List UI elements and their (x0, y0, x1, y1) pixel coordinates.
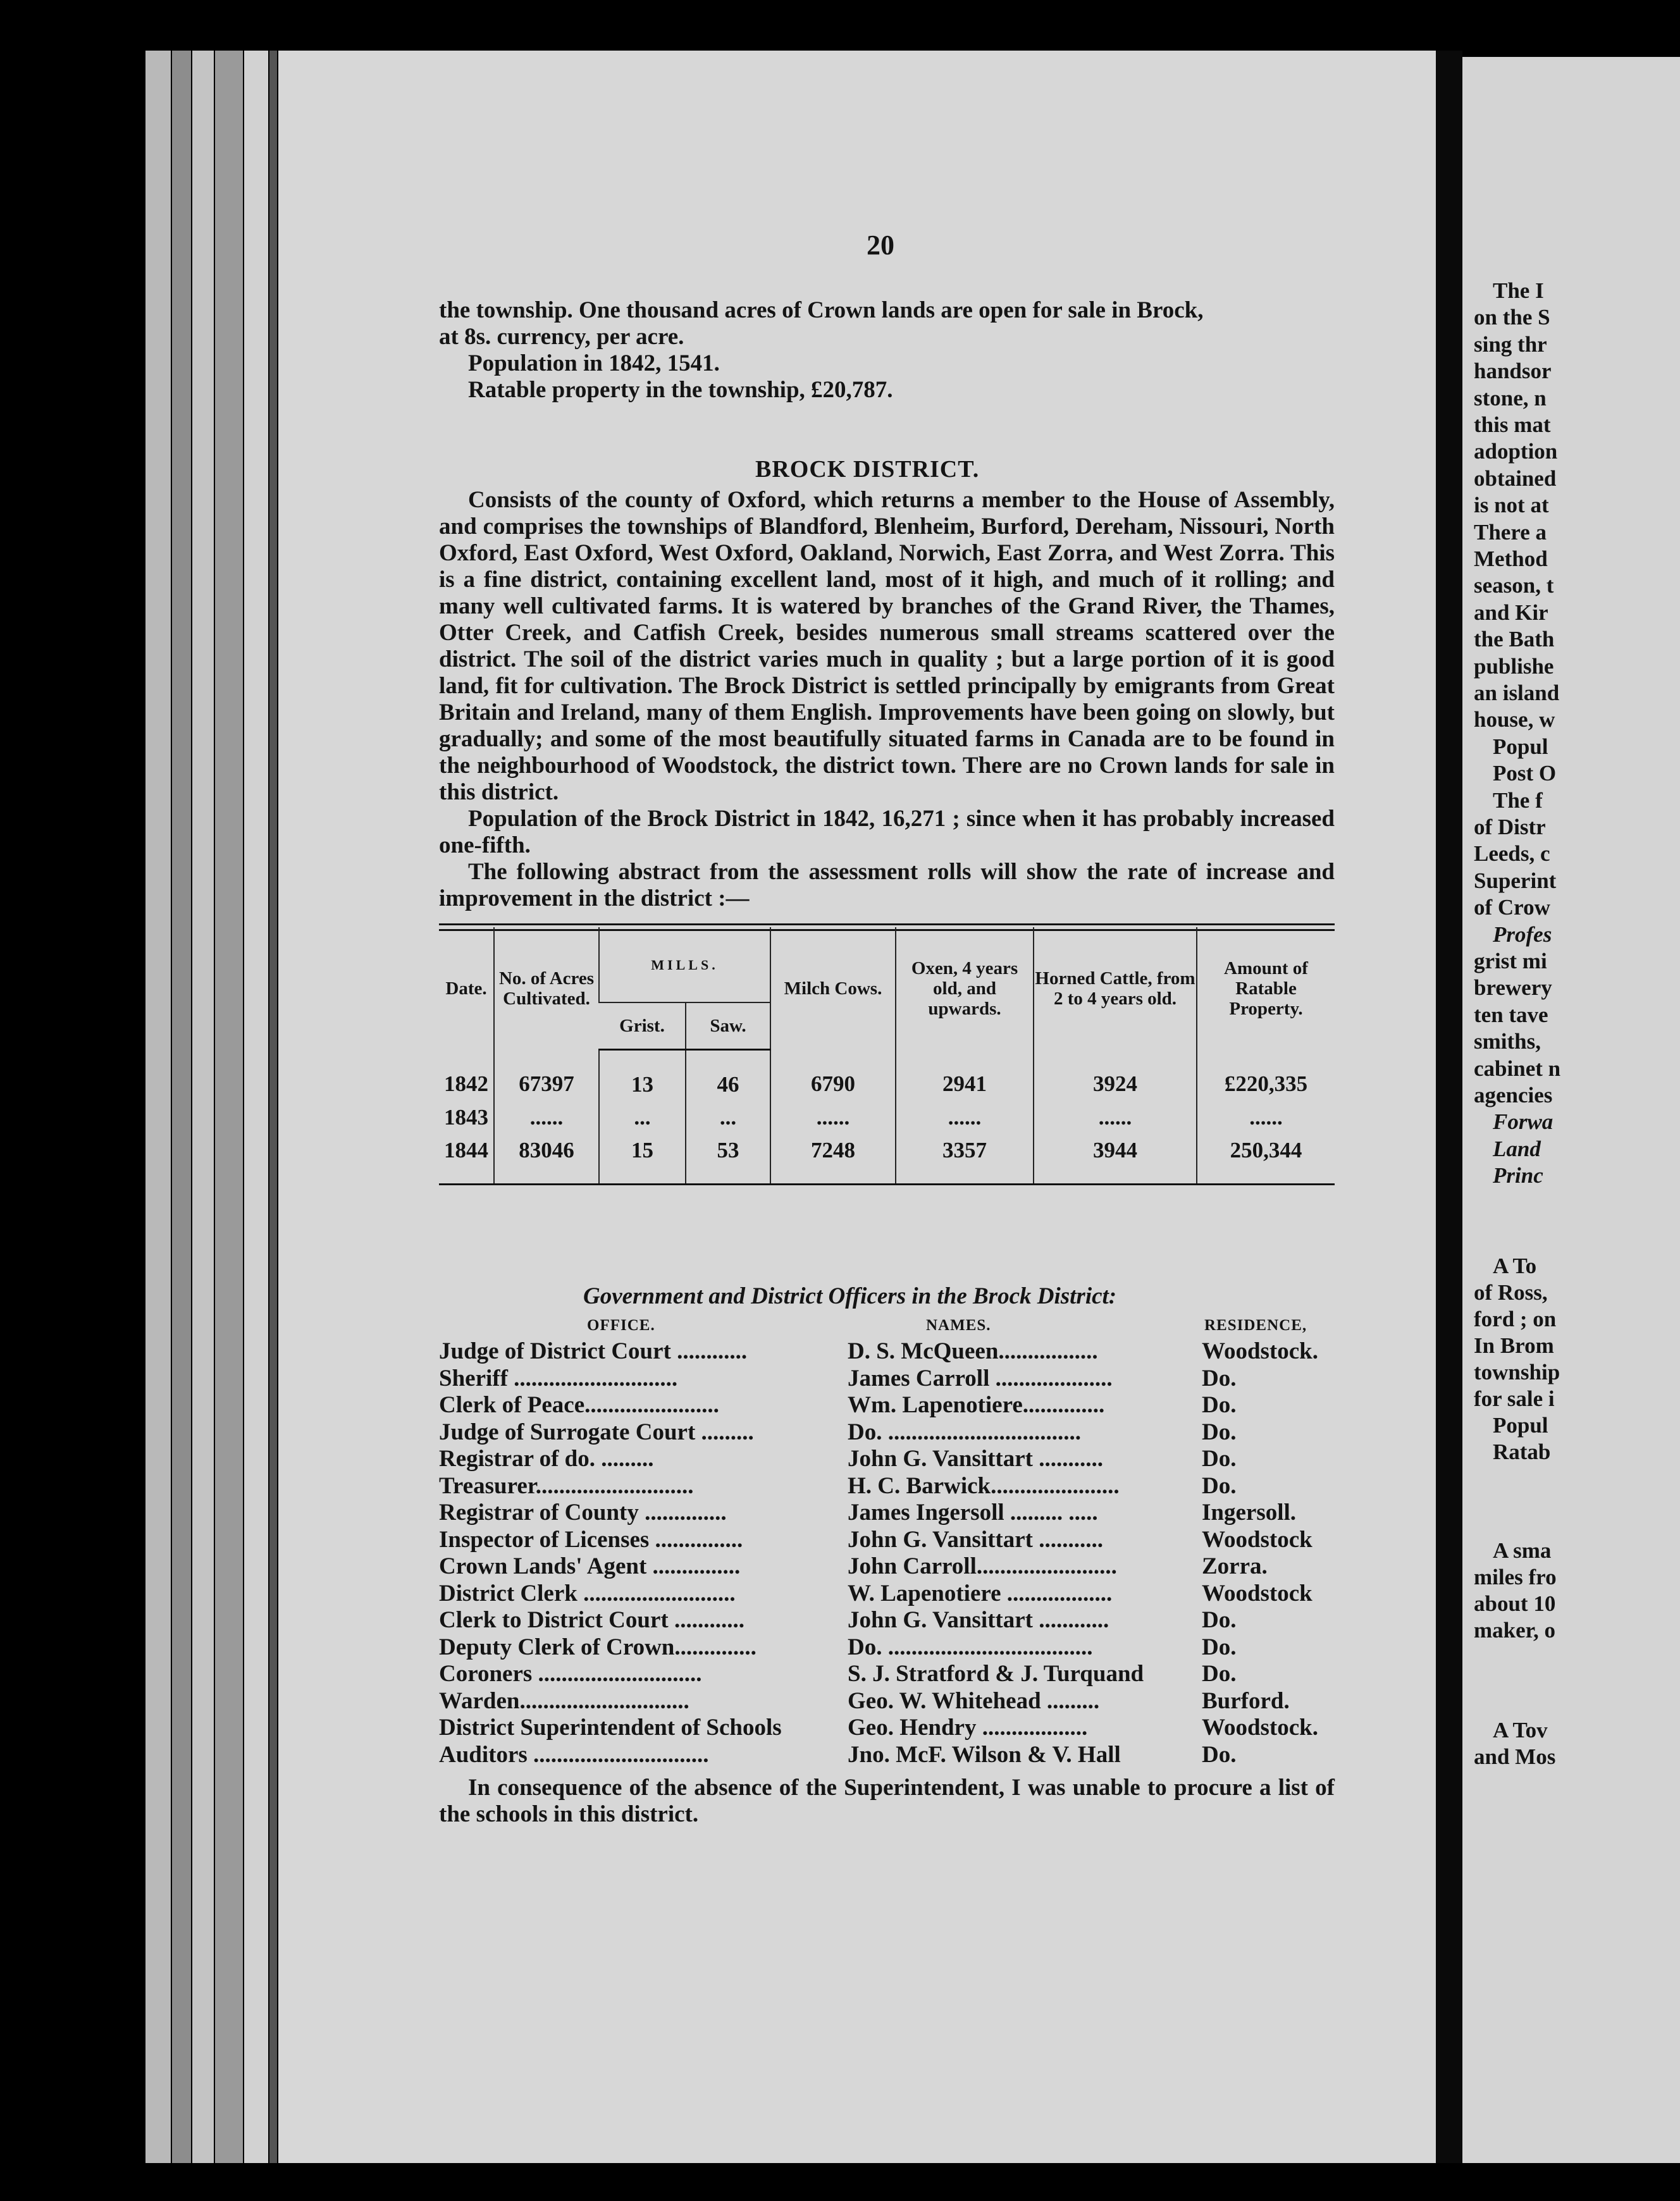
officer-row (439, 1338, 1335, 1366)
right-page-fragment: about 10 (1474, 1591, 1556, 1616)
officer-residence: Burford. (1202, 1687, 1290, 1714)
cell-acres: ...... (494, 1101, 599, 1134)
book-page-edge (145, 51, 171, 2163)
right-page-fragment: Princ (1493, 1163, 1543, 1188)
right-page-fragment: The f (1493, 787, 1543, 813)
header-acres: No. of Acres Cultivated. (494, 927, 599, 1050)
right-page-fragment: of Distr (1474, 815, 1546, 839)
cell-property: 250,344 (1197, 1134, 1335, 1185)
officer-name: Geo. Hendry .................. (848, 1715, 1088, 1741)
officer-residence: Woodstock (1202, 1526, 1312, 1553)
officer-office: Coroners ............................ (439, 1661, 702, 1687)
right-page-fragment: agencies (1474, 1083, 1553, 1107)
officer-name: John G. Vansittart ........... (848, 1526, 1103, 1553)
header-oxen: Oxen, 4 years old, and upwards. (896, 927, 1034, 1050)
officer-residence: Do. (1202, 1472, 1237, 1499)
abstract-intro: The following abstract from the assessment rolls will show the rate of increase and improvement in the district :— (439, 859, 1335, 911)
officer-office: Inspector of Licenses ............... (439, 1526, 743, 1553)
officer-residence: Woodstock (1202, 1580, 1312, 1606)
officer-office: Warden............................. (439, 1687, 689, 1714)
officer-row (439, 1607, 1335, 1634)
officer-name: S. J. Stratford & J. Turquand (848, 1661, 1144, 1687)
officers-header-residence: RESIDENCE, (1204, 1317, 1307, 1334)
cell-grist: 13 (599, 1050, 686, 1102)
cell-acres: 67397 (494, 1050, 599, 1102)
section-heading: BROCK DISTRICT. (755, 456, 980, 483)
cell-acres: 83046 (494, 1134, 599, 1185)
officers-table (439, 1338, 1335, 1768)
book-page-edge (172, 51, 191, 2163)
officer-name: Do. ................................... (848, 1634, 1093, 1660)
officer-row (439, 1553, 1335, 1581)
right-page-fragment: for sale i (1474, 1386, 1555, 1411)
officer-residence: Ingersoll. (1202, 1500, 1297, 1526)
right-page-fragment: Ratab (1493, 1440, 1551, 1464)
district-description: Consists of the county of Oxford, which returns a member to the House of Assembly, and comprises the townships of Blandford, Blenheim, Burford, Dereham, Nissouri, North Oxford, East Oxford, West Oxford, Oakland, Norwich, East Zorra, and West Zorra. This is a fine district, containing excellent land, most of it high, and much of it rolling; and many well cultivated farms. It is watered by branches of the Grand River, the Thames, Otter Creek, and Catfish Creek, besides numerous small streams scattered over the district. The soil of the district varies much in quality ; but a large portion of it is good land, fit for cultivation. The Brock District is settled principally by emigrants from Great Britain and Ireland, many of them English. Improvements have been going on slowly, but gradually; and some of the most beautifully situated farms in Canada are to be found in the neighbourhood of Woodstock, the district town. There are no Crown lands for sale in this district. (439, 487, 1335, 805)
officer-office: Sheriff ............................ (439, 1365, 678, 1391)
officer-row (439, 1446, 1335, 1473)
officer-residence: Do. (1202, 1365, 1237, 1391)
ratable-township: Ratable property in the township, £20,787. (468, 377, 893, 403)
officer-residence: Woodstock. (1202, 1338, 1319, 1364)
officer-row (439, 1715, 1335, 1742)
right-page-fragment: publishe (1474, 653, 1554, 679)
officer-name: John Carroll........................ (848, 1553, 1117, 1579)
right-page-fragment: Method (1474, 546, 1548, 571)
right-page-fragment: this mat (1474, 412, 1551, 437)
cell-date: 1843 (444, 1105, 488, 1130)
right-page-fragment: ford ; on (1474, 1307, 1557, 1331)
header-property: Amount of Ratable Property. (1197, 927, 1335, 1050)
officer-row (439, 1581, 1335, 1608)
right-page-fragment: Post O (1493, 761, 1557, 786)
officer-name: Wm. Lapenotiere.............. (848, 1392, 1105, 1418)
officer-office: Clerk to District Court ............ (439, 1607, 744, 1633)
right-page-fragment: and Mos (1474, 1744, 1556, 1769)
population-township: Population in 1842, 1541. (468, 350, 720, 376)
right-page-fragment: season, t (1474, 573, 1554, 598)
cell-cattle: 3944 (1034, 1134, 1197, 1185)
officer-name: H. C. Barwick...................... (848, 1472, 1120, 1499)
right-page-fragment: township (1474, 1360, 1560, 1384)
right-page-fragment: an island (1474, 681, 1560, 705)
population-district: Population of the Brock District in 1842, 16,271 ; since when it has probably increased one-fifth. (439, 806, 1335, 858)
page-number: 20 (867, 230, 894, 261)
right-page-fragment: brewery (1474, 975, 1552, 1001)
right-page-fragment: Profes (1493, 922, 1552, 947)
officer-name: John G. Vansittart ........... (848, 1446, 1103, 1472)
right-page-fragment: In Brom (1474, 1333, 1554, 1358)
header-cattle: Horned Cattle, from 2 to 4 years old. (1034, 927, 1197, 1050)
officer-row (439, 1661, 1335, 1688)
cell-oxen: 2941 (896, 1050, 1034, 1102)
cell-grist: 15 (599, 1134, 686, 1185)
right-page-fragment: A Tov (1493, 1718, 1548, 1742)
book-page-edge (192, 51, 214, 2163)
officer-office: Registrar of County .............. (439, 1500, 727, 1526)
officer-office: Registrar of do. ......... (439, 1446, 654, 1472)
right-page-fragment: on the S (1474, 305, 1550, 330)
officer-office: District Clerk .......................... (439, 1580, 736, 1606)
officer-office: Crown Lands' Agent ............... (439, 1553, 741, 1579)
officer-residence: Woodstock. (1202, 1715, 1319, 1741)
book-page-edge (215, 51, 243, 2163)
right-page-fragment: miles fro (1474, 1565, 1557, 1589)
right-page-fragment: Superint (1474, 868, 1557, 893)
cell-date: 1844 (439, 1134, 494, 1185)
right-page-fragment: Forwa (1493, 1109, 1553, 1135)
cell-property: ...... (1197, 1101, 1335, 1134)
officer-row (439, 1527, 1335, 1554)
officer-office: Treasurer........................... (439, 1472, 694, 1499)
right-page-fragment: smiths, (1474, 1029, 1541, 1054)
right-page-fragment: sing thr (1474, 331, 1547, 357)
officer-office: Judge of District Court ............ (439, 1338, 748, 1364)
officer-office: Auditors .............................. (439, 1741, 709, 1768)
officer-name: Do. ................................. (848, 1419, 1081, 1445)
description-block (439, 487, 1335, 912)
right-page-fragment: adoption (1474, 439, 1558, 464)
right-page-fragment: and Kir (1474, 600, 1548, 625)
right-page-fragment: There a (1474, 519, 1547, 545)
book-page-edge (269, 51, 277, 2163)
officer-name: D. S. McQueen................. (848, 1338, 1098, 1364)
officers-title: Government and District Officers in the Brock District: (583, 1283, 1117, 1309)
header-grist: Grist. (599, 1002, 686, 1050)
right-page-fragment: house, w (1474, 707, 1555, 732)
officer-row (439, 1392, 1335, 1419)
cell-property: £220,335 (1197, 1050, 1335, 1102)
cell-milch: 6790 (770, 1050, 896, 1102)
table-row (439, 1050, 1335, 1102)
officers-header-office: OFFICE. (587, 1317, 655, 1334)
cell-cattle: 3924 (1034, 1050, 1197, 1102)
officer-name: Geo. W. Whitehead ......... (848, 1687, 1100, 1714)
officer-office: Deputy Clerk of Crown.............. (439, 1634, 757, 1660)
right-page-fragment: Popul (1493, 1413, 1548, 1438)
officer-row (439, 1742, 1335, 1769)
officer-row (439, 1688, 1335, 1715)
officer-residence: Do. (1202, 1446, 1237, 1472)
officer-residence: Do. (1202, 1392, 1237, 1418)
right-page-fragment: Popul (1493, 734, 1548, 759)
cell-date: 1842 (444, 1071, 488, 1097)
final-note-block (439, 1775, 1335, 1828)
cell-saw: ... (686, 1101, 770, 1134)
officer-name: John G. Vansittart ............ (848, 1607, 1109, 1633)
officer-name: James Ingersoll ......... ..... (848, 1500, 1098, 1526)
officer-row (439, 1473, 1335, 1500)
right-page-fragment: of Crow (1474, 895, 1550, 920)
book-gutter (1436, 51, 1462, 2163)
right-page-fragment: grist mi (1474, 949, 1547, 973)
officer-row (439, 1419, 1335, 1446)
cell-milch: 7248 (770, 1134, 896, 1185)
table-row (439, 1134, 1335, 1185)
header-date: Date. (445, 978, 487, 999)
right-page-fragment: A To (1493, 1254, 1537, 1278)
officer-office: Judge of Surrogate Court ......... (439, 1419, 754, 1445)
right-page-fragment: handsor (1474, 359, 1552, 384)
officer-row (439, 1366, 1335, 1393)
table-row (439, 1101, 1335, 1134)
right-page (1462, 57, 1680, 2163)
right-page-fragment: maker, o (1474, 1618, 1555, 1643)
right-page-fragment: the Bath (1474, 627, 1555, 652)
header-milch: Milch Cows. (770, 927, 896, 1050)
officer-residence: Zorra. (1202, 1553, 1268, 1579)
right-page-fragment: Leeds, c (1474, 841, 1550, 866)
officer-residence: Do. (1202, 1661, 1237, 1687)
officer-name: James Carroll .................... (848, 1365, 1113, 1391)
final-note: In consequence of the absence of the Superintendent, I was unable to procure a list of the schools in this district. (439, 1775, 1335, 1827)
header-mills: MILLS. (599, 927, 770, 1002)
right-page-fragment: The I (1493, 278, 1544, 303)
right-page-fragment: A sma (1493, 1538, 1552, 1563)
right-page-fragment: is not at (1474, 493, 1549, 518)
cell-grist: ... (599, 1101, 686, 1134)
officer-office: Clerk of Peace....................... (439, 1392, 719, 1418)
officer-residence: Do. (1202, 1634, 1237, 1660)
intro-block (439, 297, 1335, 404)
intro-line: the township. One thousand acres of Crown lands are open for sale in Brock, (439, 297, 1204, 323)
right-page-fragment: cabinet n (1474, 1056, 1561, 1081)
officers-header-names: NAMES. (926, 1317, 991, 1334)
right-page-fragment: of Ross, (1474, 1280, 1548, 1305)
cell-oxen: ...... (896, 1101, 1034, 1134)
assessment-table (439, 927, 1335, 1185)
cell-saw: 46 (686, 1050, 770, 1102)
officer-residence: Do. (1202, 1607, 1237, 1633)
cell-milch: ...... (770, 1101, 896, 1134)
right-page-fragment: Land (1493, 1136, 1541, 1161)
officer-row (439, 1634, 1335, 1662)
officer-residence: Do. (1202, 1741, 1237, 1768)
cell-oxen: 3357 (896, 1134, 1034, 1185)
right-page-fragment: stone, n (1474, 385, 1547, 410)
officer-name: Jno. McF. Wilson & V. Hall (848, 1741, 1121, 1768)
book-page-edge (244, 51, 268, 2163)
intro-line: at 8s. currency, per acre. (439, 324, 684, 350)
right-page-fragment: obtained (1474, 465, 1557, 491)
cell-cattle: ...... (1034, 1101, 1197, 1134)
cell-saw: 53 (686, 1134, 770, 1185)
right-page-fragment: ten tave (1474, 1002, 1548, 1027)
officer-row (439, 1500, 1335, 1527)
officer-name: W. Lapenotiere .................. (848, 1580, 1113, 1606)
officer-office: District Superintendent of Schools (439, 1715, 782, 1741)
header-saw: Saw. (686, 1002, 770, 1050)
officer-residence: Do. (1202, 1419, 1237, 1445)
